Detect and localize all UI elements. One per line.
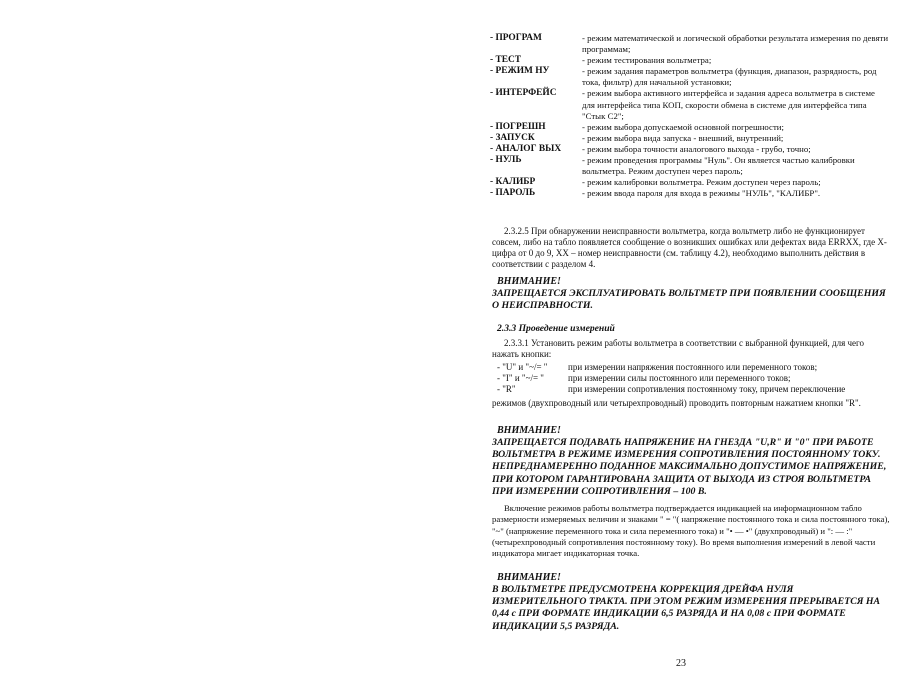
list-item (497, 362, 890, 373)
mode-name: - ЗАПУСК (490, 132, 535, 143)
button-key: - "I" и "~/= " (497, 373, 544, 384)
warning-title: ВНИМАНИЕ! (497, 572, 561, 583)
button-key: - "R" (497, 384, 516, 395)
mode-desc: - режим задания параметров вольтметра (функция, диапазон, разрядность, род тока, фильтр) для начальной установки; (582, 66, 877, 88)
mode-desc: - режим выбора допускаемой основной погрешности; (582, 121, 784, 132)
button-desc: при измерении силы постоянного или переменного токов; (568, 373, 791, 384)
mode-desc: - режим калибровки вольтметра. Режим доступен через пароль; (582, 177, 821, 188)
mode-desc: - режим тестирования вольтметра; (582, 55, 712, 66)
mode-desc: - режим выбора точности аналогового выхода - грубо, точно; (582, 143, 811, 154)
page-number: 23 (676, 658, 686, 669)
warning-text: ЗАПРЕЩАЕТСЯ ПОДАВАТЬ НАПРЯЖЕНИЕ НА ГНЕЗДА "U,R" И "0" ПРИ РАБОТЕ ВОЛЬТМЕТРА В РЕЖИМЕ ИЗМЕРЕНИЯ СОПРОТИВЛЕНИЯ ПОСТОЯННОМУ ТОКУ. НЕПРЕДНАМЕРЕННО ПОДАННОЕ МАКСИМАЛЬНО ДОПУСТИМОЕ НАПРЯЖЕНИЕ, ПРИ КОТОРОМ ГАРАНТИРОВАНА ЗАЩИТА ОТ ВЫХОДА ИЗ СТРОЯ ВОЛЬТМЕТРА ПРИ ИЗМЕРЕНИИ СОПРОТИВЛЕНИЯ – 100 В. (492, 437, 887, 497)
list-item (497, 373, 890, 384)
list-item (490, 33, 890, 55)
section-title: 2.3.3 Проведение измерений (497, 323, 615, 334)
list-item (490, 55, 890, 66)
mode-name: - ПАРОЛЬ (490, 188, 536, 199)
mode-name: - ТЕСТ (490, 55, 521, 66)
paragraph-fault-handling: 2.3.2.5 При обнаружении неисправности вольтметра, когда вольтметр либо не функционирует совсем, либо на табло появляется сообщение о возникших ошибках или дефектах вида ERRXX, где X- цифра от 0 до 9, XX – номер неисправности (см. таблицу 4.2), необходимо выполнить действия в соответствии с разделом 4. (492, 226, 887, 269)
list-item (490, 144, 890, 155)
button-key: - "U" и "~/= " (497, 362, 548, 372)
paragraph-indication: Включение режимов работы вольтметра подтверждается индикацией на информационном табло размерности измеряемых величин и знаками " = "( напряжение постоянного тока и сила постоянного тока), "~" (напряжение переменного тока и сила переменного тока) и "• — •" (двухпроводный) и ": — :"(четырехпроводный сопротивления постоянному току). Во время выполнения измерений в левой части индикатора мигает индикаторная точка. (492, 503, 890, 559)
mode-name: - ПОГРЕШН (490, 121, 546, 132)
mode-desc: - режим математической и логической обработки результата измерения по девяти программам; (582, 33, 889, 55)
mode-name: - АНАЛОГ ВЫХ (490, 143, 562, 154)
paragraph-set-mode: 2.3.3.1 Установить режим работы вольтметра в соответствии с выбранной функцией, для чего нажать кнопки: (492, 338, 864, 360)
modes-list (490, 33, 890, 199)
list-item (490, 155, 890, 177)
list-item (490, 177, 890, 188)
mode-desc: - режим проведения программы "Нуль". Он является частью калибровки вольтметра. Режим доступен через пароль; (582, 155, 855, 177)
mode-desc: - режим выбора вида запуска - внешний, внутренний; (582, 132, 784, 143)
warning-title: ВНИМАНИЕ! (497, 276, 561, 287)
list-item (497, 384, 890, 395)
warning-text: В ВОЛЬТМЕТРЕ ПРЕДУСМОТРЕНА КОРРЕКЦИЯ ДРЕЙФА НУЛЯ ИЗМЕРИТЕЛЬНОГО ТРАКТА. ПРИ ЭТОМ РЕЖИМ ИЗМЕРЕНИЯ ПРЕРЫВАЕТСЯ НА 0,44 с ПРИ ФОРМАТЕ ИНДИКАЦИИ 6,5 РАЗРЯДА И НА 0,08 с ПРИ ФОРМАТЕ ИНДИКАЦИИ 5,5 РАЗРЯДА. (492, 584, 881, 632)
mode-name: - РЕЖИМ НУ (490, 66, 550, 77)
button-desc: при измерении напряжения постоянного или переменного токов; (568, 362, 818, 372)
mode-desc: - режим выбора активного интерфейса и задания адреса вольтметра в системе для интерфейса типа КОП, скорости обмена в системе для интерфейса типа "Стык С2"; (582, 88, 875, 121)
button-list (497, 362, 890, 396)
list-item (490, 66, 890, 88)
mode-name: - КАЛИБР (490, 177, 536, 188)
list-item (490, 133, 890, 144)
list-item (490, 188, 890, 199)
warning-text: ЗАПРЕЩАЕТСЯ ЭКСПЛУАТИРОВАТЬ ВОЛЬТМЕТР ПРИ ПОЯВЛЕНИИ СООБЩЕНИЯ О НЕИСПРАВНОСТИ. (492, 288, 886, 312)
paragraph-r-mode: режимов (двухпроводный или четырехпроводный) проводить повторным нажатием кнопки "R". (492, 398, 861, 408)
mode-desc: - режим ввода пароля для входа в режимы "НУЛЬ", "КАЛИБР". (582, 188, 821, 199)
warning-title: ВНИМАНИЕ! (497, 425, 561, 436)
list-item (490, 122, 890, 133)
mode-name: - НУЛЬ (490, 155, 522, 166)
button-desc: при измерении сопротивления постоянному току, причем переключение (568, 384, 846, 395)
list-item (490, 88, 890, 121)
mode-name: - ИНТЕРФЕЙС (490, 88, 557, 99)
mode-name: - ПРОГРАМ (490, 33, 542, 43)
